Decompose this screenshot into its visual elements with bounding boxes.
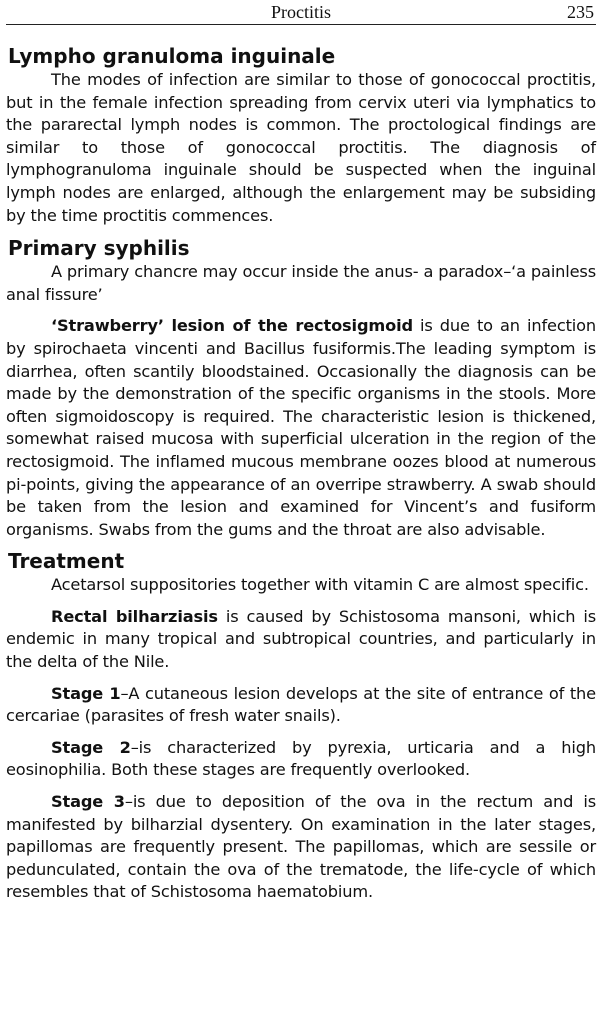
- paragraph-acetarsol: Acetarsol suppositories together with vitamin C are almost specific.: [51, 575, 589, 595]
- heading-primary-syphilis: Primary syphilis: [8, 236, 190, 261]
- heading-treatment: Treatment: [8, 549, 125, 574]
- term-stage-3: Stage 3: [51, 792, 125, 812]
- text-strawberry-lesion: is due to an infection by spirochaeta vincenti and Bacillus fusiformis.The leading symptom is diarrhea, often scantily bloodstained. Occasionally the diagnosis can be made by the demonstration of the specific organisms in the stools. More often sigmoidoscopy is required. The characteristic lesion is thickened, somewhat raised mucosa with superficial ulceration in the region of the rectosigmoid. The inflamed mucous membrane oozes blood at numerous pi-points, giving the appearance of an overripe strawberry. A swab should be taken from the lesion and examined for Vincent’s and fusiform organisms. Swabs from the gums and the throat are also advisable.: [6, 316, 596, 539]
- text-rectal-bilharziasis: is caused by Schistosoma mansoni, which is endemic in many tropical and subtropical countries, and particularly in the delta of the Nile.: [6, 606, 596, 672]
- running-title: Proctitis: [270, 2, 331, 22]
- heading-lymphogranuloma: Lympho granuloma inguinale: [8, 44, 336, 68]
- paragraph-rectal-bilharziasis: [6, 606, 596, 674]
- paragraph-stage-1: [6, 683, 596, 728]
- book-page: [6, 0, 596, 904]
- term-strawberry-lesion: ‘Strawberry’ lesion of the rectosigmoid: [51, 316, 413, 336]
- text-stage-2: –is characterized by pyrexia, urticaria and a high eosinophilia. Both these stages are frequently overlooked.: [6, 737, 596, 780]
- paragraph-primary-chancre: A primary chancre may occur inside the anus- a paradox–‘a painless anal fissure’: [6, 262, 596, 304]
- paragraph-stage-2: [6, 737, 596, 782]
- term-stage-2: Stage 2: [51, 737, 131, 757]
- text-stage-3: –is due to deposition of the ova in the rectum and is manifested by bilharzial dysentery. On examination in the later stages, papillomas are frequently present. The papillomas, which are sessile or pedunculated, contain the ova of the trematode, the life-cycle of which resembles that of Schistosoma haematobium.: [6, 792, 596, 902]
- term-rectal-bilharziasis: Rectal bilharziasis: [51, 606, 218, 626]
- page-number: 235: [567, 2, 594, 22]
- running-header: [6, 0, 596, 25]
- term-stage-1: Stage 1: [51, 683, 121, 703]
- paragraph-lymphogranuloma: The modes of infection are similar to those of gonococcal proctitis, but in the female infection spreading from cervix uteri via lymphatics to the pararectal lymph nodes is common. The proctological findings are similar to those of gonococcal proctitis. The diagnosis of lymphogranuloma inguinale should be suspected when the inguinal lymph nodes are enlarged, although the enlargement may be subsiding by the time proctitis commences.: [6, 70, 596, 225]
- text-stage-1: –A cutaneous lesion develops at the site of entrance of the cercariae (parasites of fresh water snails).: [6, 683, 596, 726]
- paragraph-stage-3: [6, 791, 596, 904]
- paragraph-strawberry-lesion: [6, 315, 596, 541]
